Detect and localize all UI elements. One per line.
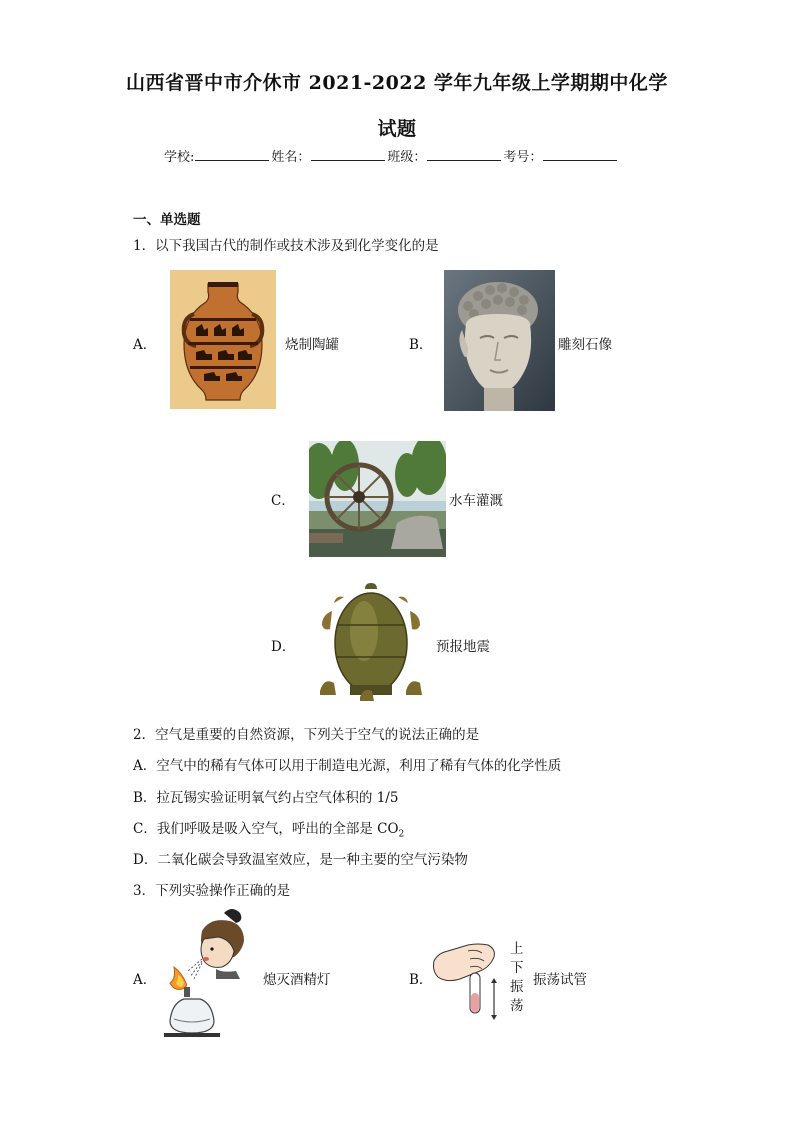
label-up: 上 xyxy=(510,941,524,957)
seismoscope-image xyxy=(314,577,428,709)
q3-option-a-caption: 熄灭酒精灯 xyxy=(263,972,331,988)
q1-option-d-letter[interactable]: D． xyxy=(271,639,296,655)
q2-option-c[interactable] xyxy=(133,817,404,840)
section-heading: 一、单选题 xyxy=(133,212,201,228)
q1-option-c-letter[interactable]: C． xyxy=(271,493,295,509)
q1-option-b-letter[interactable]: B． xyxy=(409,337,433,353)
q2-option-b[interactable]: B．拉瓦锡实验证明氧气约占空气体积的 1/5 xyxy=(133,790,399,806)
q1-option-a-letter[interactable]: A． xyxy=(133,337,157,353)
blowing-out-lamp-image xyxy=(160,905,252,1043)
label-swing: 荡 xyxy=(510,998,524,1014)
q2-option-a[interactable]: A．空气中的稀有气体可以用于制造电光源，利用了稀有气体的化学性质 xyxy=(133,758,562,774)
q1-option-d-caption: 预报地震 xyxy=(436,639,490,655)
school-label: 学校: xyxy=(164,150,195,165)
q3-option-a-letter[interactable]: A． xyxy=(133,972,157,988)
pottery-jar-image xyxy=(170,270,276,409)
page-title: 山西省晋中市介休市 2021-2022 学年九年级上学期期中化学 xyxy=(126,72,668,94)
q3-option-b-letter[interactable]: B． xyxy=(409,972,433,988)
number-label: 考号： xyxy=(503,150,543,165)
stone-buddha-head-image xyxy=(444,270,555,411)
class-label: 班级： xyxy=(387,150,427,165)
school-blank[interactable] xyxy=(195,146,269,161)
q1-option-a-caption: 烧制陶罐 xyxy=(285,337,339,353)
shaking-test-tube-image xyxy=(430,935,502,1023)
q3-option-b-caption: 振荡试管 xyxy=(533,972,587,988)
q2-option-c-text: C．我们呼吸是吸入空气，呼出的全部是 CO xyxy=(133,821,399,837)
waterwheel-image xyxy=(309,441,446,557)
q2-option-d[interactable]: D．二氧化碳会导致温室效应，是一种主要的空气污染物 xyxy=(133,852,468,868)
question-2-stem: 2．空气是重要的自然资源，下列关于空气的说法正确的是 xyxy=(133,727,480,743)
shake-direction-label xyxy=(510,940,526,1016)
number-blank[interactable] xyxy=(543,146,617,161)
class-blank[interactable] xyxy=(427,146,501,161)
name-label: 姓名： xyxy=(271,150,311,165)
q1-option-c-caption: 水车灌溉 xyxy=(449,493,503,509)
co2-subscript: 2 xyxy=(398,829,405,840)
question-1-stem: 1．以下我国古代的制作或技术涉及到化学变化的是 xyxy=(133,238,439,254)
label-down: 下 xyxy=(510,960,524,976)
label-shake: 振 xyxy=(510,979,524,995)
student-info-line xyxy=(164,146,619,165)
q1-option-b-caption: 雕刻石像 xyxy=(558,337,612,353)
question-3-stem: 3．下列实验操作正确的是 xyxy=(133,883,291,899)
page-title-line2: 试题 xyxy=(377,118,417,140)
name-blank[interactable] xyxy=(311,146,385,161)
